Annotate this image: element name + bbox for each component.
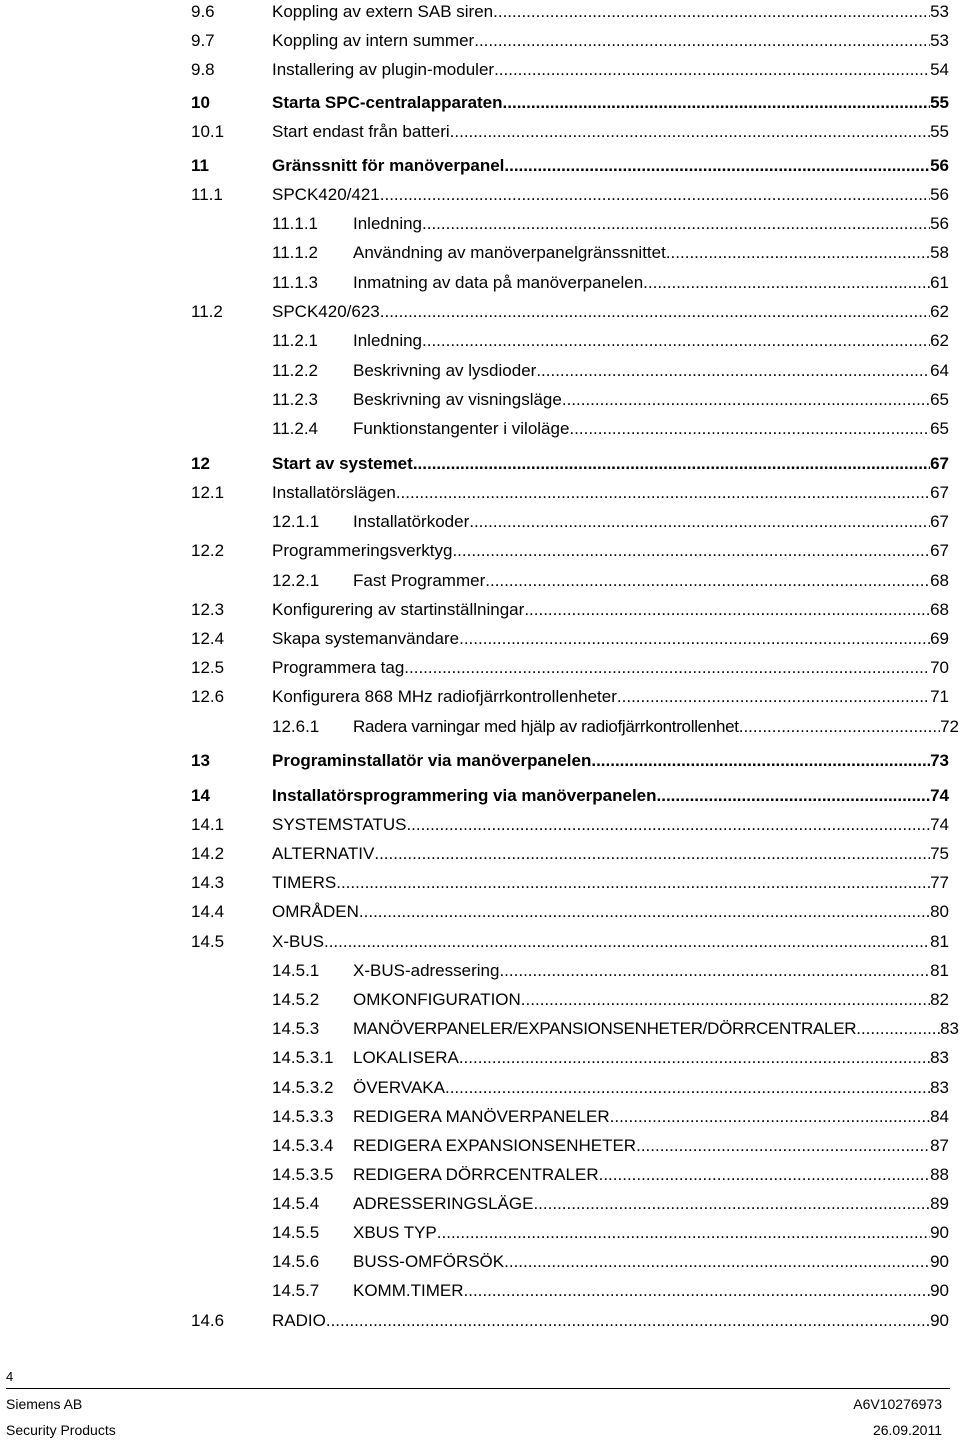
- toc-leader-dots: [450, 121, 930, 143]
- toc-entry-title: KOMM.TIMER: [353, 1281, 464, 1300]
- toc-leader-dots: [617, 686, 930, 708]
- toc-entry-title: Programinstallatör via manöverpanelen: [272, 751, 592, 770]
- toc-entry[interactable]: [191, 901, 949, 923]
- toc-entry[interactable]: [191, 750, 949, 772]
- toc-entry[interactable]: [272, 1135, 949, 1157]
- toc-entry-number: 14.1: [191, 815, 225, 834]
- toc-entry-number: 12.5: [191, 658, 225, 677]
- toc-entry-page: 67: [930, 454, 949, 473]
- toc-leader-dots: [536, 360, 930, 382]
- toc-leader-dots: [503, 92, 931, 114]
- toc-leader-dots: [666, 242, 930, 264]
- toc-entry-title: ADRESSERINGSLÄGE: [353, 1194, 534, 1213]
- toc-entry-page: 71: [930, 687, 949, 706]
- toc-entry-page: 87: [930, 1136, 949, 1155]
- toc-entry[interactable]: [191, 785, 949, 807]
- toc-leader-dots: [533, 1193, 930, 1215]
- toc-entry-title: RADIO: [272, 1311, 326, 1330]
- toc-entry-title: XBUS TYP: [353, 1223, 437, 1242]
- toc-entry-page: 89: [930, 1194, 949, 1213]
- toc-entry-title: Installatörslägen: [272, 483, 396, 502]
- toc-entry[interactable]: [191, 1310, 949, 1332]
- toc-entry-number: 13: [191, 751, 210, 770]
- toc-entry-page: 56: [930, 214, 949, 233]
- toc-entry-page: 62: [930, 302, 949, 321]
- toc-entry[interactable]: [191, 155, 949, 177]
- toc-entry-page: 83: [940, 1019, 959, 1038]
- toc-entry-page: 61: [930, 273, 949, 292]
- toc-entry-title: Programmeringsverktyg: [272, 541, 453, 560]
- toc-entry-number: 11.1: [191, 185, 223, 204]
- toc-leader-dots: [413, 453, 930, 475]
- toc-entry[interactable]: [191, 540, 949, 562]
- toc-entry-number: 9.6: [191, 2, 215, 21]
- toc-entry-page: 55: [930, 122, 949, 141]
- toc-entry-title: Radera varningar med hjälp av radiofjärrkontrollenhet: [353, 717, 739, 736]
- toc-entry-page: 90: [930, 1281, 949, 1300]
- toc-leader-dots: [569, 418, 930, 440]
- toc-entry[interactable]: [272, 570, 949, 592]
- toc-entry-number: 14.5.3.1: [272, 1048, 334, 1067]
- toc-entry-page: 88: [930, 1165, 949, 1184]
- toc-entry[interactable]: [191, 843, 949, 865]
- toc-entry-number: 11.2: [191, 302, 223, 321]
- toc-entry-page: 68: [930, 600, 949, 619]
- toc-entry[interactable]: [272, 213, 949, 235]
- toc-leader-dots: [562, 389, 930, 411]
- toc-entry-page: 84: [930, 1107, 949, 1126]
- toc-entry[interactable]: [191, 184, 949, 206]
- toc-entry-page: 56: [930, 156, 949, 175]
- toc-entry-title: Fast Programmer: [353, 571, 486, 590]
- toc-entry-page: 55: [930, 93, 949, 112]
- toc-entry-number: 12.3: [191, 600, 225, 619]
- toc-entry[interactable]: [191, 628, 949, 650]
- toc-entry-title: X-BUS-adressering: [353, 961, 500, 980]
- toc-leader-dots: [856, 1018, 940, 1040]
- toc-entry-page: 67: [930, 541, 949, 560]
- toc-entry-title: Funktionstangenter i viloläge: [353, 419, 570, 438]
- toc-entry-title: REDIGERA EXPANSIONSENHETER: [353, 1136, 637, 1155]
- toc-entry-number: 14.2: [191, 844, 225, 863]
- toc-entry-number: 9.7: [191, 31, 215, 50]
- toc-entry-number: 14.5.6: [272, 1252, 320, 1271]
- toc-leader-dots: [524, 599, 930, 621]
- toc-entry-page: 58: [930, 243, 949, 262]
- toc-entry-number: 11.1.3: [272, 273, 319, 292]
- toc-entry-title: Konfigurering av startinställningar: [272, 600, 525, 619]
- toc-entry-number: 14.5.2: [272, 990, 320, 1009]
- toc-leader-dots: [452, 540, 930, 562]
- toc-entry-title: SPCK420/623: [272, 302, 380, 321]
- toc-entry[interactable]: [272, 1018, 959, 1040]
- toc-entry[interactable]: [272, 1193, 949, 1215]
- toc-leader-dots: [422, 330, 930, 352]
- toc-leader-dots: [474, 30, 930, 52]
- toc-entry-title: MANÖVERPANELER/EXPANSIONSENHETER/DÖRRCENTRALER: [353, 1019, 857, 1038]
- toc-entry-title: SPCK420/421: [272, 185, 380, 204]
- toc-entry-title: REDIGERA MANÖVERPANELER: [353, 1107, 610, 1126]
- toc-entry-number: 14.5.7: [272, 1281, 320, 1300]
- toc-entry-title: Beskrivning av visningsläge: [353, 390, 562, 409]
- toc-entry-page: 83: [930, 1048, 949, 1067]
- toc-entry-page: 90: [930, 1252, 949, 1271]
- toc-entry[interactable]: [191, 92, 949, 114]
- toc-entry[interactable]: [272, 511, 949, 533]
- toc-entry-number: 12.2.1: [272, 571, 320, 590]
- toc-entry-title: REDIGERA DÖRRCENTRALER: [353, 1165, 599, 1184]
- toc-leader-dots: [445, 1077, 930, 1099]
- toc-entry[interactable]: [272, 1164, 949, 1186]
- toc-leader-dots: [336, 872, 930, 894]
- toc-entry-number: 11.2.1: [272, 331, 319, 350]
- toc-entry[interactable]: [272, 272, 949, 294]
- toc-leader-dots: [657, 785, 931, 807]
- toc-entry-number: 14.4: [191, 902, 225, 921]
- toc-entry-title: LOKALISERA: [353, 1048, 459, 1067]
- toc-entry-number: 14.5.3: [272, 1019, 320, 1038]
- toc-entry-number: 14.5.4: [272, 1194, 320, 1213]
- toc-entry-number: 12.2: [191, 541, 225, 560]
- toc-entry-title: Starta SPC-centralapparaten: [272, 93, 503, 112]
- toc-entry-title: Start endast från batteri: [272, 122, 450, 141]
- toc-entry-number: 14.5.3.4: [272, 1136, 334, 1155]
- toc-leader-dots: [493, 1, 930, 23]
- toc-entry-page: 67: [930, 483, 949, 502]
- toc-entry-page: 81: [930, 961, 949, 980]
- toc-entry[interactable]: [272, 1251, 949, 1273]
- toc-entry-number: 11: [191, 156, 209, 175]
- toc-entry-number: 11.2.4: [272, 419, 319, 438]
- toc-leader-dots: [504, 1251, 930, 1273]
- toc-leader-dots: [643, 272, 930, 294]
- toc-entry-page: 83: [930, 1078, 949, 1097]
- toc-entry[interactable]: [191, 686, 949, 708]
- toc-entry-title: Installatörsprogrammering via manöverpanelen: [272, 786, 657, 805]
- toc-leader-dots: [464, 1280, 931, 1302]
- toc-entry[interactable]: [191, 931, 949, 953]
- toc-entry[interactable]: [191, 814, 949, 836]
- toc-entry-number: 9.8: [191, 60, 215, 79]
- toc-entry-number: 12.6.1: [272, 717, 320, 736]
- toc-entry-page: 69: [930, 629, 949, 648]
- toc-entry[interactable]: [191, 657, 949, 679]
- toc-leader-dots: [610, 1106, 930, 1128]
- footer-company: Siemens AB: [6, 1396, 83, 1412]
- toc-entry[interactable]: [272, 1280, 949, 1302]
- footer-document-id: A6V10276973: [853, 1396, 942, 1412]
- toc-leader-dots: [422, 213, 930, 235]
- toc-entry-number: 14.5.1: [272, 961, 320, 980]
- toc-entry-title: Installatörkoder: [353, 512, 470, 531]
- toc-entry-page: 68: [930, 571, 949, 590]
- toc-leader-dots: [739, 716, 940, 738]
- toc-leader-dots: [494, 59, 930, 81]
- toc-entry[interactable]: [272, 418, 949, 440]
- toc-entry-page: 90: [930, 1311, 949, 1330]
- toc-entry-title: X-BUS: [272, 932, 324, 951]
- toc-leader-dots: [599, 1164, 930, 1186]
- toc-entry[interactable]: [272, 989, 949, 1011]
- toc-entry[interactable]: [272, 1047, 949, 1069]
- toc-entry-number: 12.1: [191, 483, 225, 502]
- toc-entry-title: BUSS-OMFÖRSÖK: [353, 1252, 505, 1271]
- toc-entry[interactable]: [191, 59, 949, 81]
- toc-entry-page: 65: [930, 390, 949, 409]
- toc-entry-title: TIMERS: [272, 873, 337, 892]
- toc-entry[interactable]: [191, 453, 949, 475]
- toc-entry[interactable]: [191, 30, 949, 52]
- toc-entry-page: 62: [930, 331, 949, 350]
- toc-entry-number: 12.4: [191, 629, 225, 648]
- toc-entry[interactable]: [272, 1077, 949, 1099]
- toc-entry-page: 56: [930, 185, 949, 204]
- toc-entry[interactable]: [272, 1222, 949, 1244]
- toc-entry[interactable]: [272, 1106, 949, 1128]
- toc-entry-page: 80: [930, 902, 949, 921]
- toc-entry-number: 14.6: [191, 1311, 225, 1330]
- toc-leader-dots: [359, 901, 930, 923]
- toc-leader-dots: [499, 960, 930, 982]
- toc-leader-dots: [380, 184, 930, 206]
- toc-entry-number: 11.2.2: [272, 361, 319, 380]
- footer-divider: [6, 1388, 950, 1389]
- toc-entry[interactable]: [191, 599, 949, 621]
- toc-entry-title: SYSTEMSTATUS: [272, 815, 407, 834]
- toc-entry-page: 74: [930, 815, 949, 834]
- toc-entry-title: Programmera tag: [272, 658, 405, 677]
- toc-leader-dots: [591, 750, 930, 772]
- toc-entry-number: 12: [191, 454, 210, 473]
- toc-leader-dots: [521, 989, 930, 1011]
- toc-entry[interactable]: [191, 121, 949, 143]
- toc-entry-page: 72: [940, 717, 959, 736]
- toc-entry[interactable]: [272, 716, 959, 738]
- toc-entry-page: 53: [930, 2, 949, 21]
- toc-entry-number: 14.5.5: [272, 1223, 320, 1242]
- toc-entry-page: 53: [930, 31, 949, 50]
- toc-entry[interactable]: [191, 1, 949, 23]
- toc-entry-number: 14.5.3.2: [272, 1078, 334, 1097]
- toc-entry-title: Inledning: [353, 214, 423, 233]
- toc-leader-dots: [374, 843, 930, 865]
- toc-entry[interactable]: [191, 872, 949, 894]
- toc-entry[interactable]: [191, 482, 949, 504]
- toc-leader-dots: [404, 657, 930, 679]
- toc-entry-page: 77: [930, 873, 949, 892]
- toc-entry-title: Inledning: [353, 331, 423, 350]
- toc-entry-title: Inmatning av data på manöverpanelen: [353, 273, 644, 292]
- toc-leader-dots: [469, 511, 930, 533]
- toc-leader-dots: [380, 301, 930, 323]
- toc-entry-number: 14: [191, 786, 210, 805]
- toc-entry[interactable]: [272, 360, 949, 382]
- toc-leader-dots: [437, 1222, 930, 1244]
- toc-entry-title: OMKONFIGURATION: [353, 990, 521, 1009]
- toc-entry-title: Konfigurera 868 MHz radiofjärrkontrollenheter: [272, 687, 617, 706]
- toc-entry-page: 73: [930, 751, 949, 770]
- toc-entry-page: 70: [930, 658, 949, 677]
- toc-entry[interactable]: [272, 242, 949, 264]
- toc-entry-title: Installering av plugin-moduler: [272, 60, 495, 79]
- toc-leader-dots: [459, 1047, 930, 1069]
- toc-entry-number: 14.5.3.5: [272, 1165, 334, 1184]
- footer-division: Security Products: [6, 1422, 116, 1438]
- toc-entry-number: 11.1.1: [272, 214, 319, 233]
- toc-entry-number: 14.5: [191, 932, 225, 951]
- toc-entry-page: 74: [930, 786, 949, 805]
- toc-entry-number: 10: [191, 93, 210, 112]
- toc-leader-dots: [396, 482, 930, 504]
- toc-leader-dots: [406, 814, 930, 836]
- toc-entry-number: 11.2.3: [272, 390, 319, 409]
- toc-leader-dots: [324, 931, 930, 953]
- toc-entry[interactable]: [272, 330, 949, 352]
- toc-entry-title: OMRÅDEN: [272, 902, 359, 921]
- toc-entry-title: Användning av manöverpanelgränssnittet: [353, 243, 666, 262]
- toc-entry-title: Koppling av intern summer: [272, 31, 475, 50]
- toc-entry[interactable]: [272, 960, 949, 982]
- toc-entry-page: 64: [930, 361, 949, 380]
- toc-entry-title: Beskrivning av lysdioder: [353, 361, 537, 380]
- toc-entry[interactable]: [272, 389, 949, 411]
- toc-entry-number: 11.1.2: [272, 243, 319, 262]
- footer-date: 26.09.2011: [872, 1422, 942, 1438]
- page-number: 4: [6, 1369, 14, 1384]
- toc-entry-page: 82: [930, 990, 949, 1009]
- toc-leader-dots: [504, 155, 930, 177]
- toc-entry-title: Gränssnitt för manöverpanel: [272, 156, 505, 175]
- toc-entry-number: 14.3: [191, 873, 225, 892]
- toc-entry-number: 12.1.1: [272, 512, 320, 531]
- toc-entry-page: 67: [930, 512, 949, 531]
- toc-entry-title: ALTERNATIV: [272, 844, 375, 863]
- toc-leader-dots: [485, 570, 930, 592]
- toc-leader-dots: [459, 628, 930, 650]
- toc-entry-page: 81: [930, 932, 949, 951]
- toc-leader-dots: [636, 1135, 930, 1157]
- toc-entry-number: 12.6: [191, 687, 225, 706]
- toc-entry-number: 14.5.3.3: [272, 1107, 334, 1126]
- toc-entry-number: 10.1: [191, 122, 225, 141]
- toc-entry-page: 54: [930, 60, 949, 79]
- toc-entry-page: 75: [930, 844, 949, 863]
- toc-entry-title: ÖVERVAKA: [353, 1078, 445, 1097]
- toc-entry-page: 65: [930, 419, 949, 438]
- toc-entry-title: Koppling av extern SAB siren: [272, 2, 494, 21]
- toc-entry-title: Skapa systemanvändare: [272, 629, 460, 648]
- toc-leader-dots: [326, 1310, 930, 1332]
- toc-entry[interactable]: [191, 301, 949, 323]
- toc-entry-title: Start av systemet: [272, 454, 413, 473]
- toc-entry-page: 90: [930, 1223, 949, 1242]
